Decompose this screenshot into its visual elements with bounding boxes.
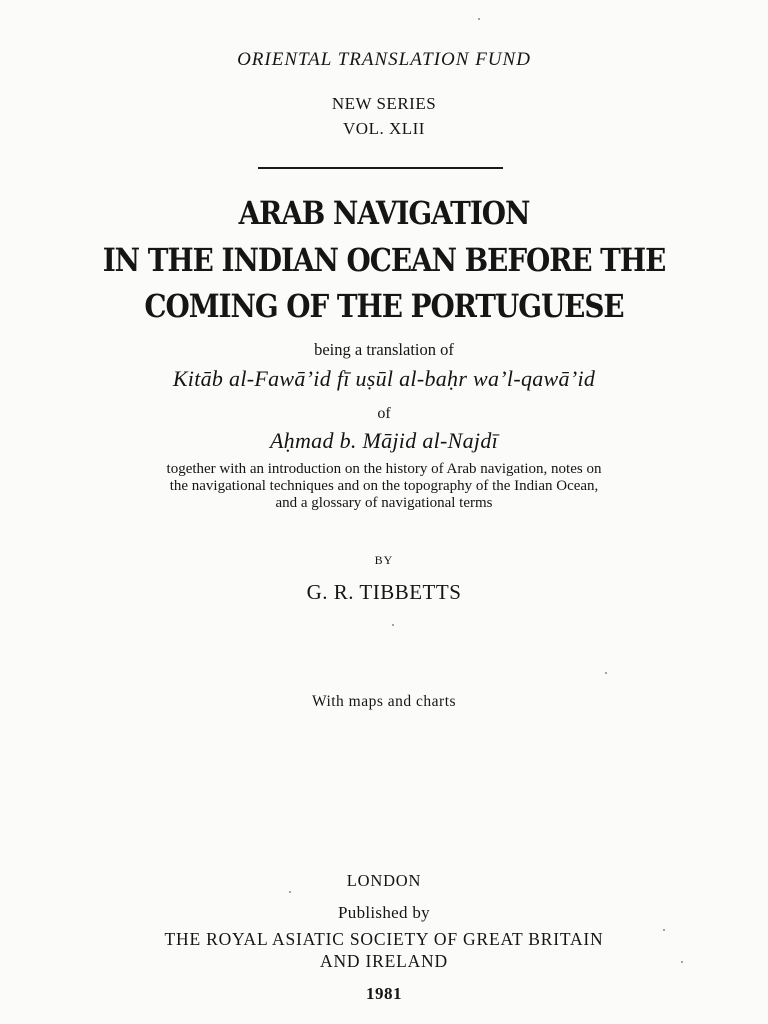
- series-name: ORIENTAL TRANSLATION FUND: [237, 49, 531, 70]
- paper-speck: [681, 961, 683, 963]
- author-name: G. R. TIBBETTS: [306, 580, 462, 604]
- publisher-line-2: AND IRELAND: [320, 951, 448, 971]
- volume-number: VOL. XLII: [343, 119, 425, 138]
- of-connector: of: [377, 405, 391, 422]
- paper-speck: [663, 929, 665, 931]
- title-rule: [258, 167, 503, 169]
- paper-speck: [392, 624, 394, 626]
- arabic-work-title: Kitāb al-Fawā’id fī uṣūl al-baḥr wa’l-qawā’id: [172, 366, 596, 391]
- paper-speck: [289, 891, 291, 893]
- book-title-line-3: COMING OF THE PORTUGUESE: [144, 287, 624, 325]
- description-line-1: together with an introduction on the history of Arab navigation, notes on: [166, 461, 602, 477]
- publication-year: 1981: [366, 984, 402, 1003]
- description-line-3: and a glossary of navigational terms: [275, 495, 493, 511]
- book-title-line-1: ARAB NAVIGATION: [238, 194, 530, 232]
- arabic-author-name: Aḥmad b. Mājid al-Najdī: [269, 428, 499, 453]
- published-by-label: Published by: [338, 903, 430, 922]
- book-title-line-2: IN THE INDIAN OCEAN BEFORE THE: [102, 241, 666, 279]
- paper-speck: [478, 18, 480, 20]
- by-label: BY: [374, 553, 394, 567]
- series-label: NEW SERIES: [331, 94, 437, 113]
- paper-speck: [605, 672, 607, 674]
- translation-intro: being a translation of: [314, 340, 454, 359]
- publication-place: LONDON: [346, 871, 422, 890]
- maps-note: With maps and charts: [311, 693, 457, 710]
- publisher-line-1: THE ROYAL ASIATIC SOCIETY OF GREAT BRITAIN: [164, 929, 604, 949]
- description-line-2: the navigational techniques and on the topography of the Indian Ocean,: [169, 478, 599, 494]
